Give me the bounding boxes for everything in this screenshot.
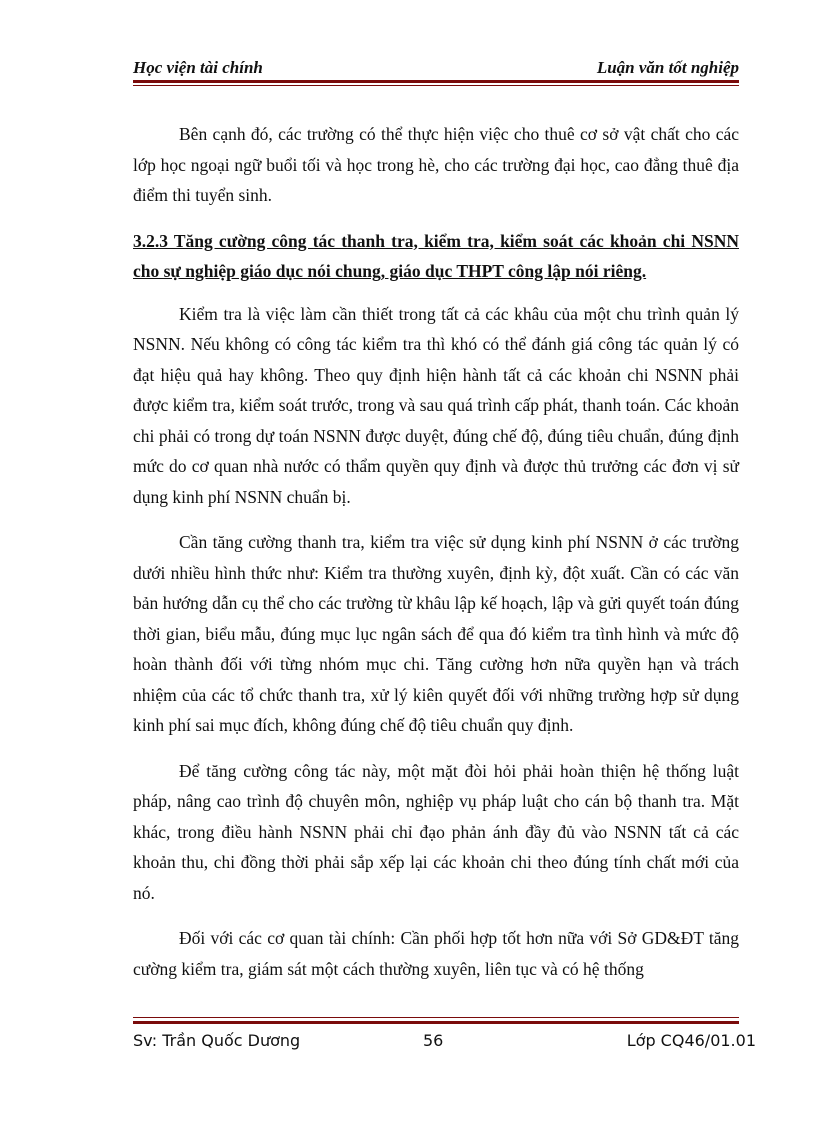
footer-page-number: 56 [423,1030,444,1050]
header-document-type: Luận văn tốt nghiệp [596,58,739,77]
paragraph-1: Bên cạnh đó, các trường có thể thực hiện việc cho thuê cơ sở vật chất cho các lớp học ngoại ngữ buổi tối và học trong hè, cho các trường đại học, cao đẳng thuê địa điểm thi tuyển sinh. [133,124,739,205]
footer-rule-thick [133,1021,739,1024]
page-body [133,119,739,999]
header-institution: Học viện tài chính [133,58,263,77]
page-footer [133,1026,756,1054]
footer-student-name: Sv: Trần Quốc Dương [133,1030,301,1050]
footer-class: Lớp CQ46/01.01 [626,1030,756,1050]
header-rule-thin [133,85,739,86]
paragraph-2: Kiểm tra là việc làm cần thiết trong tất cả các khâu của một chu trình quản lý NSNN. Nếu không có công tác kiểm tra thì khó có thể đánh giá công tác quản lý có đạt hiệu quả hay không. Theo quy định hiện hành tất cả các khoản chi NSNN phải được kiểm tra, kiểm soát trước, trong và sau quá trình cấp phát, thanh toán. Các khoản chi phải có trong dự toán NSNN được duyệt, đúng chế độ, đúng tiêu chuẩn, đúng định mức do cơ quan nhà nước có thẩm quyền quy định và được thủ trưởng các đơn vị sử dụng kinh phí NSNN chuẩn bị. [133,303,739,507]
paragraph-3: Cần tăng cường thanh tra, kiểm tra việc sử dụng kinh phí NSNN ở các trường dưới nhiều hình thức như: Kiểm tra thường xuyên, định kỳ, đột xuất. Cần có các văn bản hướng dẫn cụ thể cho các trường từ khâu lập kế hoạch, lập và gửi quyết toán đúng thời gian, biểu mẫu, đúng mục lục ngân sách để qua đó kiểm tra tình hình và mức độ hoàn thành đối với từng nhóm mục chi. Tăng cường hơn nữa quyền hạn và trách nhiệm của các tổ chức thanh tra, xử lý kiên quyết đối với những trường hợp sử dụng kinh phí sai mục đích, không đúng chế độ tiêu chuẩn quy định. [133,532,739,735]
paragraph-5: Đối với các cơ quan tài chính: Cần phối hợp tốt hơn nữa với Sở GD&ĐT tăng cường kiểm tra, giám sát một cách thường xuyên, liên tục và có hệ thống [133,928,739,979]
section-heading: 3.2.3 Tăng cường công tác thanh tra, kiểm tra, kiểm soát các khoản chi NSNN cho sự nghiệp giáo dục nói chung, giáo dục THPT công lập nói riêng. [133,230,739,281]
page-header [133,52,739,78]
header-rule-thick [133,80,739,83]
footer-rule-thin [133,1017,739,1018]
paragraph-4: Để tăng cường công tác này, một mặt đòi hỏi phải hoàn thiện hệ thống luật pháp, nâng cao trình độ chuyên môn, nghiệp vụ pháp luật cho cán bộ thanh tra. Mặt khác, trong điều hành NSNN phải chỉ đạo phản ánh đầy đủ vào NSNN tất cả các khoản thu, chi đồng thời phải sắp xếp lại các khoản chi theo đúng tính chất mới của nó. [133,760,739,903]
